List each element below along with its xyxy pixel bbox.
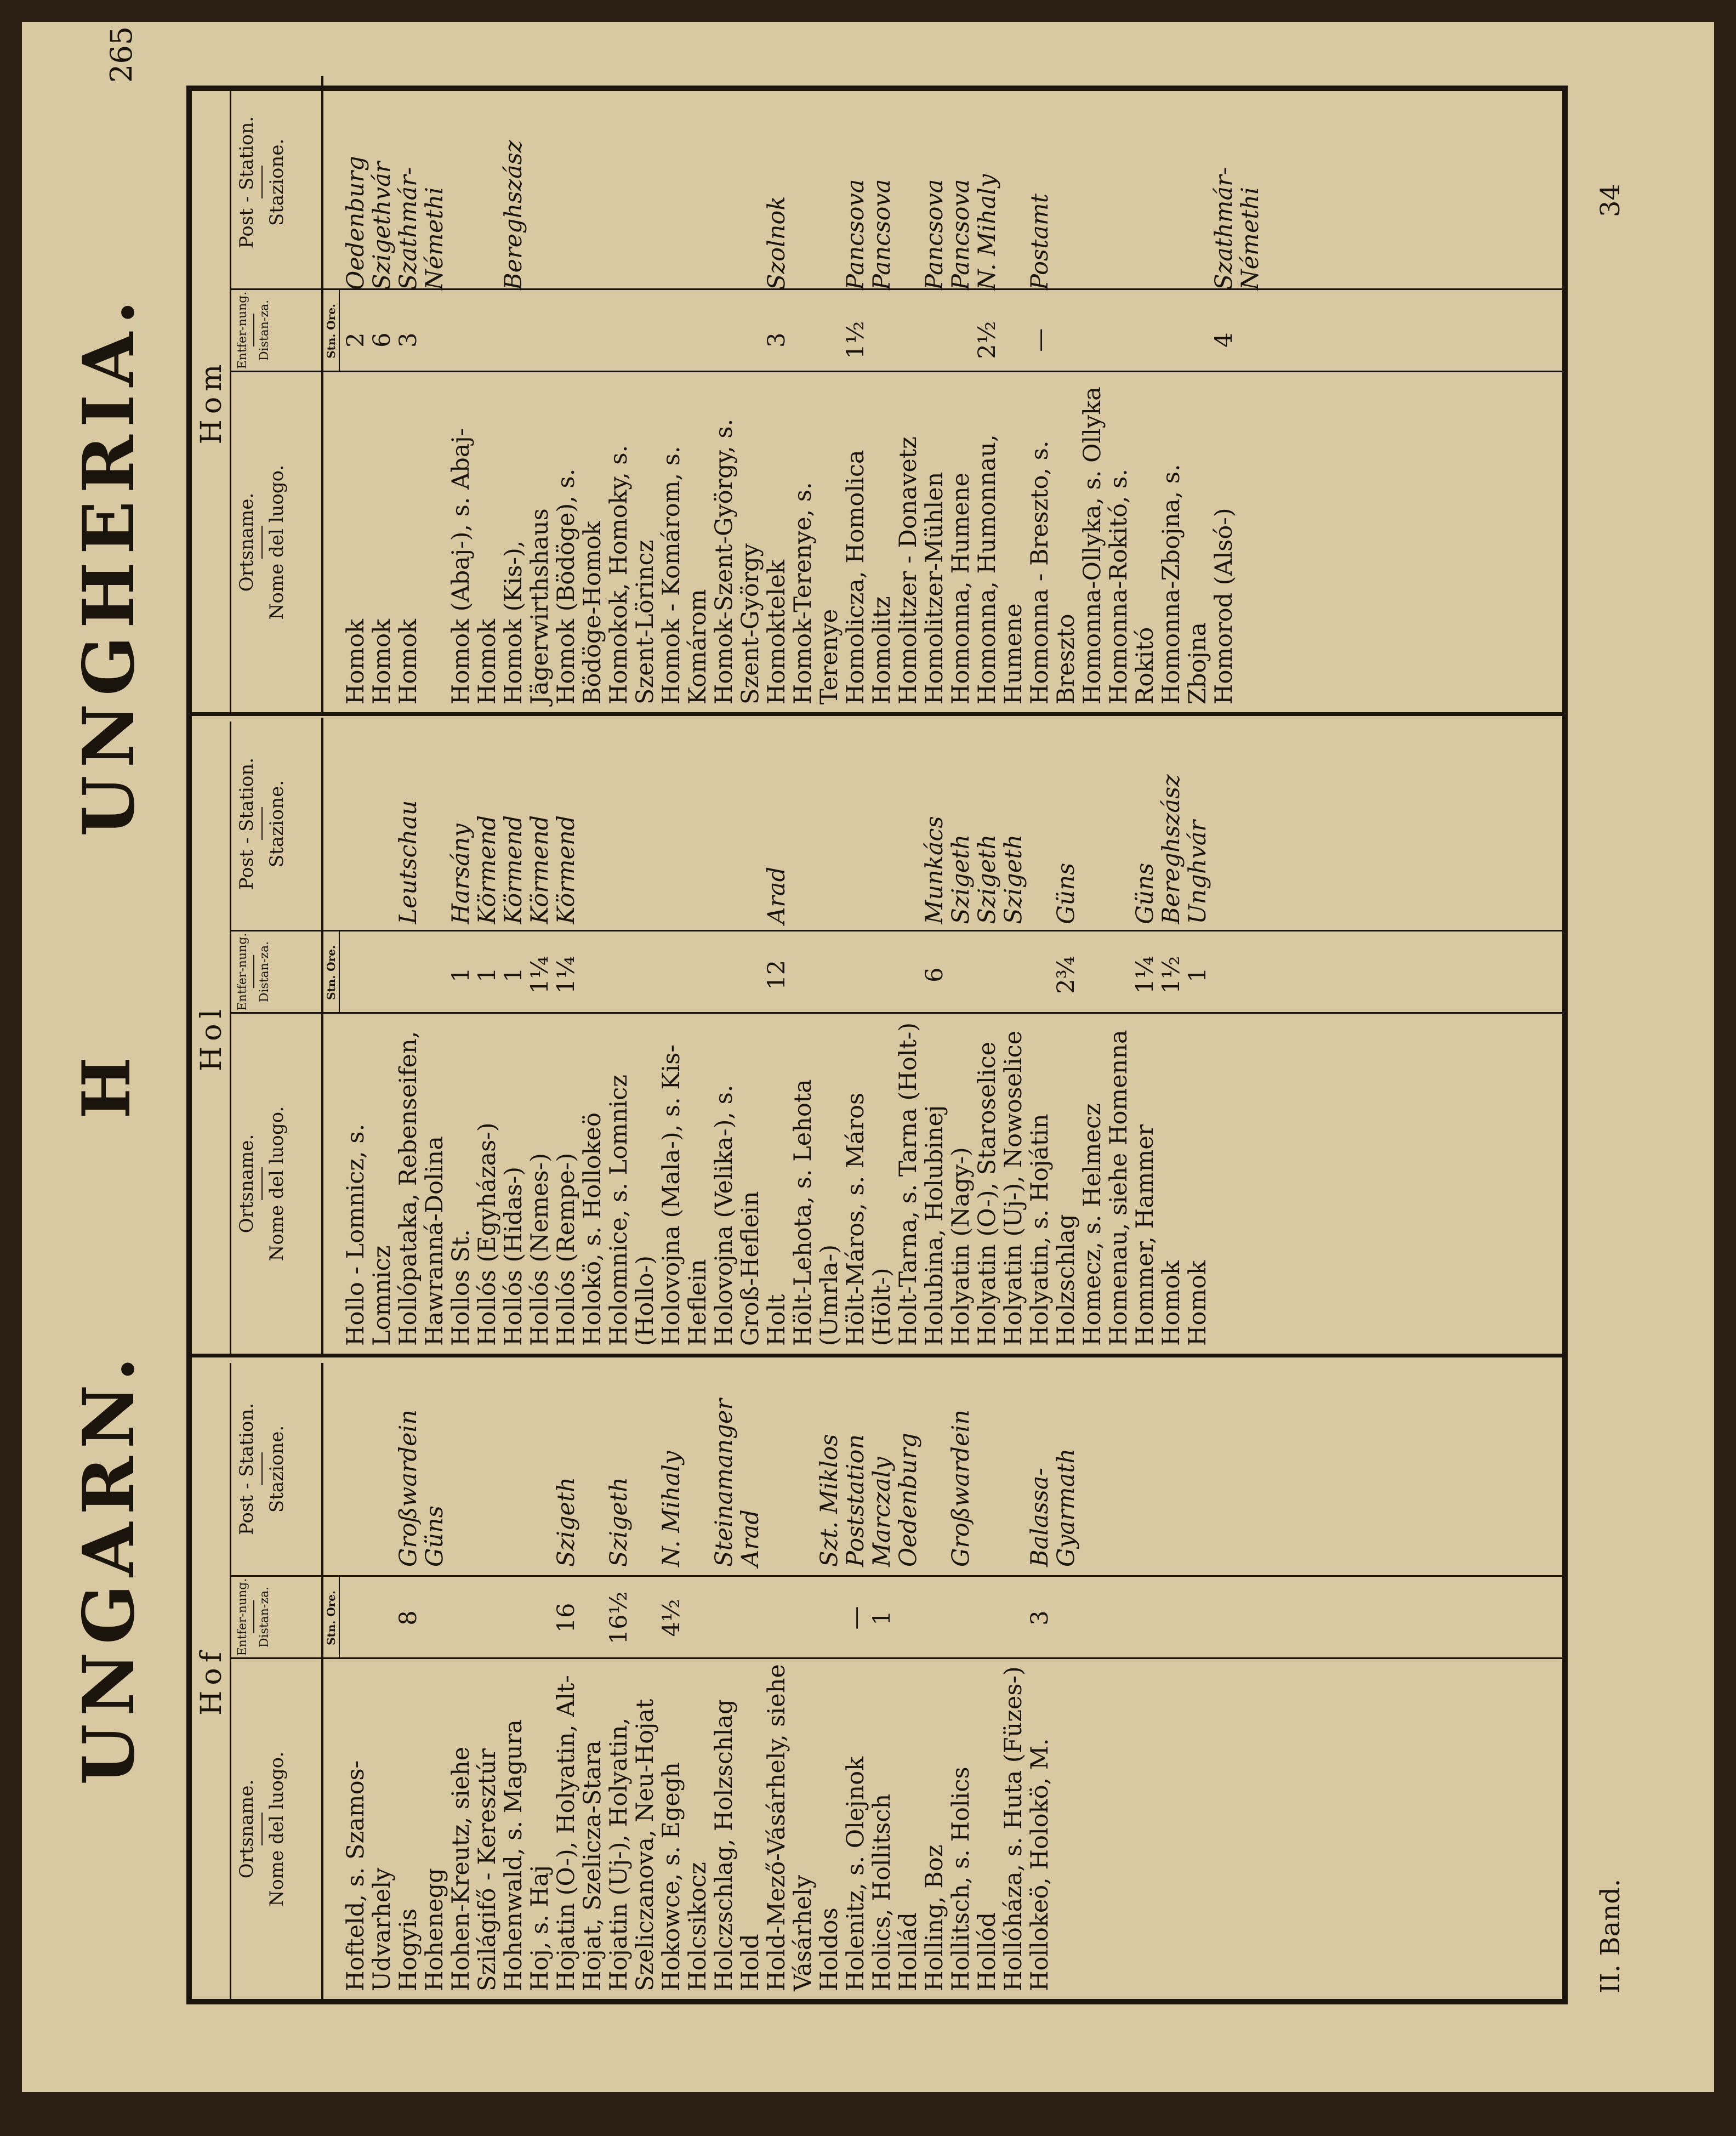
place-name: Hollád [895, 1912, 922, 1991]
entry-row [711, 91, 764, 712]
place-name: Homokok, Homoky, s. Szent-Lörincz [605, 445, 659, 705]
place-name: Homonna-Rokitó, s. Rokitó [1105, 469, 1159, 705]
entry-list [343, 1363, 1562, 1999]
header-dist-de: Entfer-nung. [236, 1578, 249, 1656]
entry-row [606, 722, 658, 1354]
distance: 3 [1026, 1610, 1054, 1626]
place-name: Hollitsch, s. Holics [947, 1766, 975, 1991]
place-name: Holczschlag, Holzschlag [710, 1699, 738, 1991]
header-dist-it: Distan-za. [258, 941, 272, 1003]
post-station: Leutschau [395, 800, 422, 924]
place-name: Holt-Tarna, s. Tarna (Holt-) [895, 1022, 922, 1346]
post-station: Großwardein [395, 1410, 422, 1567]
place-name: Hollós (Rempe-) [553, 1152, 580, 1346]
post-station: Bereghszász [1158, 774, 1185, 924]
place-name: Homok - Komárom, s. Komárom [658, 446, 712, 705]
header-post-de: Post - Station. [236, 757, 258, 890]
place-name: Holyatin, s. Hojátin [1026, 1114, 1054, 1346]
place-name: Hokowce, s. Egegh [658, 1762, 685, 1991]
distance: 2 [342, 332, 369, 348]
entry-row [1027, 1363, 1079, 1999]
distance: 1¼ [526, 956, 554, 994]
place-name: Homok [342, 618, 369, 705]
entry-row [448, 1363, 500, 1999]
header-post-it: Stazione. [265, 780, 288, 868]
entry-row [1053, 722, 1079, 1354]
entry-row [658, 1363, 685, 1999]
post-station: Szigeth [974, 834, 1001, 924]
distance: 1 [474, 967, 501, 982]
entry-row [658, 722, 711, 1354]
entry-row [422, 1363, 448, 1999]
entry-row [606, 91, 658, 712]
place-name: Holokö, s. Hollokeö [579, 1112, 606, 1346]
place-name: Hohen-Kreutz, siehe Szilágifő - Keresztúr [447, 1746, 501, 1991]
group-title: Hom [192, 91, 231, 712]
entry-row [790, 91, 843, 712]
entry-row [948, 722, 974, 1354]
post-station: Güns [1131, 862, 1159, 924]
entry-row [974, 1363, 1000, 1999]
distance: 6 [921, 967, 948, 982]
header-left: UNGARN. [68, 1349, 150, 1785]
header-name-column [231, 372, 323, 712]
place-name: Holdos [816, 1907, 843, 1991]
footer-signature: 34 [1595, 183, 1626, 217]
entry-row [764, 722, 790, 1354]
entry-row [500, 1363, 527, 1999]
entry-row [895, 722, 921, 1354]
book-page [22, 22, 1714, 2092]
post-station: Arad [763, 866, 790, 924]
header-separator [261, 526, 263, 559]
distance: — [1026, 328, 1054, 352]
distance: 1 [868, 1610, 896, 1626]
header-name-it: Nome del luogo. [265, 464, 288, 620]
entry-row [921, 91, 948, 712]
place-name: Homolitz [868, 596, 896, 705]
place-name: Hollóháza, s. Huta (Füzes-) [1000, 1666, 1027, 1991]
header-dist-it: Distan-za. [258, 299, 272, 361]
place-name: Homok [1158, 1260, 1185, 1346]
place-name: Homolitzer - Donavetz [895, 436, 922, 705]
entry-row [553, 91, 606, 712]
entry-row [764, 91, 790, 712]
header-post-it: Stazione. [265, 1425, 288, 1513]
place-name: Hohenwald, s. Magura [500, 1719, 527, 1991]
group-title: Hol [192, 722, 231, 1354]
place-name: Homenau, siehe Homenna [1105, 1030, 1132, 1346]
header-post-it: Stazione. [265, 138, 288, 226]
entry-row [553, 722, 579, 1354]
place-name: Homok-Terenye, s. Terenye [789, 482, 843, 705]
header-name-de: Ortsname. [236, 1779, 258, 1879]
post-station: Szathmár-Némethi [1210, 167, 1264, 291]
header-distance-column [231, 290, 323, 372]
place-name: Holovojna (Velika-), s. Groß-Heflein [710, 1084, 764, 1346]
entry-row [921, 722, 948, 1354]
place-name: Holling, Boz [921, 1844, 948, 1991]
post-station: Großwardein [947, 1410, 975, 1567]
header-post-de: Post - Station. [236, 116, 258, 249]
distance-unit: Stn. Ore. [323, 290, 340, 372]
place-name: Homolicza, Homolica [842, 450, 869, 705]
place-name: Holovojna (Mala-), s. Kis-Heflein [658, 1044, 712, 1346]
header-separator [261, 1813, 263, 1845]
group-title: Hof [192, 1363, 231, 1999]
header-separator [261, 808, 263, 840]
post-station: Steinamanger [710, 1399, 738, 1567]
place-name: Holyatin (Uj-), Nowoselice [1000, 1030, 1027, 1346]
post-station: Bereghszász [500, 140, 527, 291]
post-station: Szigeth [947, 834, 975, 924]
entry-row [343, 722, 395, 1354]
place-name: Hollós (Egyházas-) [474, 1122, 501, 1346]
place-name: Hollós (Nemes-) [526, 1153, 554, 1346]
place-name: Hölt-Máros, s. Máros (Hölt-) [842, 1092, 896, 1346]
entry-row [764, 1363, 816, 1999]
entry-row [869, 1363, 895, 1999]
header-name-de: Ortsname. [236, 1134, 258, 1234]
header-name-it: Nome del luogo. [265, 1106, 288, 1262]
entry-row [1106, 91, 1158, 712]
distance: — [842, 1606, 869, 1630]
entry-row [527, 1363, 553, 1999]
post-station: Szigeth [1000, 834, 1027, 924]
entry-row [869, 91, 895, 712]
entry-row [448, 91, 500, 712]
distance-unit: Stn. Ore. [323, 1577, 340, 1659]
distance: 8 [395, 1610, 422, 1626]
distance: 4 [1210, 332, 1238, 348]
distance: 16½ [605, 1591, 633, 1645]
post-station: Oedenburg [895, 1433, 922, 1567]
entry-row [1079, 722, 1106, 1354]
entry-row [474, 722, 500, 1354]
header-name-it: Nome del luogo. [265, 1751, 288, 1907]
post-station: Szt. Miklos [816, 1434, 843, 1567]
entry-row [948, 1363, 974, 1999]
place-name: Homok (Kis-), Jägerwirthshaus [500, 508, 554, 705]
header-dist-de: Entfer-nung. [236, 933, 249, 1011]
distance: 3 [395, 332, 422, 348]
place-name: Homonna - Breszto, s. Breszto [1026, 440, 1080, 705]
entry-row [895, 91, 921, 712]
place-name: Homok (Abaj-), s. Abaj-Homok [447, 428, 501, 705]
post-station: Arad [737, 1509, 764, 1567]
distance: 1½ [842, 321, 869, 359]
header-name-column [231, 1659, 323, 1999]
place-name: Holomnice, s. Lomnicz (Hollo-) [605, 1075, 659, 1346]
entry-row [1000, 722, 1027, 1354]
header-post-column [231, 1363, 323, 1577]
distance: 1½ [1158, 956, 1185, 994]
header-separator [253, 1601, 254, 1634]
place-name: Homonna-Zbojna, s. Zbojna [1158, 464, 1211, 705]
place-name: Homonna, Humene [947, 473, 975, 705]
entry-row [843, 1363, 869, 1999]
entry-row [843, 91, 869, 712]
post-station: Szigeth [605, 1477, 633, 1567]
entry-row [658, 91, 711, 712]
entry-row [948, 91, 974, 712]
header-post-column [231, 718, 323, 931]
entry-row [1079, 91, 1106, 712]
header-distance-column [231, 931, 323, 1014]
post-station: Szigeth [553, 1477, 580, 1567]
post-station: Körmend [500, 815, 527, 924]
header-dist-de: Entfer-nung. [236, 291, 249, 370]
post-station: Szigethvár [368, 161, 396, 291]
post-station: Güns [1052, 862, 1080, 924]
place-name: Homok-Szent-György, s. Szent-György [710, 418, 764, 705]
entry-row [685, 1363, 711, 1999]
entry-row [343, 91, 369, 712]
entry-row [606, 1363, 658, 1999]
place-name: Hommer, Hammer [1131, 1124, 1159, 1346]
header-dist-it: Distan-za. [258, 1586, 272, 1648]
place-name: Hollos St. [447, 1229, 475, 1346]
place-name: Homorod (Alsó-) [1210, 508, 1238, 705]
header-separator [253, 314, 254, 347]
entry-list [343, 722, 1562, 1354]
entry-row [395, 722, 448, 1354]
post-station: Oedenburg [342, 156, 369, 291]
header-name-de: Ortsname. [236, 492, 258, 592]
entry-row [974, 722, 1000, 1354]
entry-row [500, 722, 527, 1354]
gazetteer-table [186, 86, 1568, 2004]
place-name: Hold [737, 1934, 764, 1991]
place-name: Holics, Hollitsch [868, 1793, 896, 1991]
place-name: Hollós (Hidas-) [500, 1166, 527, 1346]
header-separator [261, 1167, 263, 1200]
place-name: Homok [395, 618, 422, 705]
distance: 1 [500, 967, 527, 982]
entry-row [737, 1363, 764, 1999]
place-name: Hollód [974, 1912, 1001, 1991]
entry-list [343, 91, 1562, 712]
place-name: Hoj, s. Haj [526, 1865, 554, 1991]
place-name: Hollópataka, Rebenseifen, Hawranná-Dolina [395, 1031, 448, 1346]
entry-row [1000, 1363, 1027, 1999]
post-station: Güns [421, 1506, 448, 1567]
entry-row [448, 722, 474, 1354]
place-name: Hölt-Lehota, s. Lehota (Umrla-) [789, 1079, 843, 1346]
header-distance-column [231, 1577, 323, 1659]
place-name: Holenitz, s. Olejnok [842, 1756, 869, 1991]
entry-row [974, 91, 1027, 712]
distance: 16 [553, 1603, 580, 1633]
footer-volume: II. Band. [1595, 1878, 1626, 1993]
entry-row [1106, 722, 1132, 1354]
post-station: Pancsova [921, 179, 948, 291]
distance: 2½ [974, 321, 1001, 359]
distance: 12 [763, 959, 790, 990]
entry-row [343, 1363, 395, 1999]
entry-row [1027, 722, 1053, 1354]
post-station: Pancsova [868, 179, 896, 291]
entry-row [395, 1363, 422, 1999]
column-group-hof [192, 1363, 1562, 1999]
place-name: Holubina, Holubinej [921, 1105, 948, 1346]
distance: 6 [368, 332, 396, 348]
entry-row [843, 722, 895, 1354]
entry-row [816, 1363, 843, 1999]
place-name: Hofteld, s. Szamos-Udvarhely [342, 1760, 396, 1991]
entry-row [895, 1363, 921, 1999]
place-name: Hogyis [395, 1908, 422, 1991]
distance: 1 [447, 967, 475, 982]
page-number: 265 [104, 26, 139, 83]
distance-unit: Stn. Ore. [323, 931, 340, 1014]
rotated-page-content [22, 22, 1736, 2136]
entry-row [553, 1363, 606, 1999]
entry-row [711, 722, 764, 1354]
place-name: Homok (Bödöge), s. Bödöge-Homok [553, 468, 606, 705]
entry-row [395, 91, 448, 712]
distance: 1¼ [553, 956, 580, 994]
entry-row [1158, 91, 1211, 712]
header-separator [261, 166, 263, 199]
place-name: Homoktelek [763, 559, 790, 705]
place-name: Holt [763, 1294, 790, 1346]
post-station: Körmend [474, 815, 501, 924]
post-station: Marczaly [868, 1457, 896, 1567]
place-name: Holyatin (O-), Staroselice [974, 1041, 1001, 1346]
entry-row [579, 722, 606, 1354]
entry-row [500, 91, 553, 712]
place-name: Holzschlag [1052, 1214, 1080, 1346]
post-station: Munkács [921, 816, 948, 924]
place-name: Hollokeö, Holokö, M. [1026, 1738, 1054, 1991]
place-name: Homok [368, 618, 396, 705]
place-name: Homolitzer-Mühlen [921, 471, 948, 705]
entry-row [921, 1363, 948, 1999]
post-station: N. Mihaly [974, 174, 1001, 291]
place-name: Homecz, s. Helmecz [1079, 1103, 1106, 1346]
post-station: Postamt [1026, 193, 1054, 291]
distance: 3 [763, 332, 790, 348]
post-station: Harsány [447, 823, 475, 924]
post-station: Pancsova [947, 179, 975, 291]
column-group-hol [192, 722, 1562, 1357]
column-group-hom [192, 91, 1562, 716]
entry-row [1185, 722, 1211, 1354]
header-separator [253, 956, 254, 989]
entry-row [1211, 91, 1263, 712]
post-station: N. Mihaly [658, 1451, 685, 1567]
post-station: Körmend [553, 815, 580, 924]
header-right: UNGHERIA. [68, 292, 150, 837]
header-post-de: Post - Station. [236, 1402, 258, 1536]
place-name: Homok [1184, 1260, 1211, 1346]
entry-row [369, 91, 395, 712]
distance: 4½ [658, 1599, 685, 1637]
entry-row [790, 722, 843, 1354]
post-station: Pancsova [842, 179, 869, 291]
post-station: Szathmár-Némethi [395, 167, 448, 291]
header-separator [261, 1453, 263, 1486]
post-station: Körmend [526, 815, 554, 924]
place-name: Holcsikocz [684, 1862, 712, 1991]
place-name: Hollo - Lomnicz, s. Lomnicz [342, 1123, 396, 1346]
place-name: Hold-Mező-Vásárhely, siehe Vásárhely [763, 1664, 817, 1991]
post-station: Balassa-Gyarmath [1026, 1448, 1080, 1567]
entry-row [527, 722, 553, 1354]
place-name: Hojatin (O-), Holyatin, Alt-Hojat, Szelicza-Stara [553, 1675, 606, 1991]
entry-row [711, 1363, 737, 1999]
post-station: Poststation [842, 1434, 869, 1567]
header-name-column [231, 1014, 323, 1354]
header-post-column [231, 76, 323, 290]
entry-row [1132, 722, 1158, 1354]
distance: 1¼ [1131, 956, 1159, 994]
place-name: Hohenegg [421, 1868, 448, 1991]
place-name: Homonna, Humonnau, Humene [974, 434, 1027, 705]
entry-row [1027, 91, 1079, 712]
header-letter: H [68, 1049, 145, 1119]
place-name: Homonna-Ollyka, s. Ollyka [1079, 387, 1106, 705]
post-station: Unghvár [1184, 820, 1211, 924]
distance: 2¾ [1052, 956, 1080, 994]
entry-row [1158, 722, 1185, 1354]
post-station: Szolnok [763, 196, 790, 291]
place-name: Holyatin (Nagy-) [947, 1147, 975, 1346]
distance: 1 [1184, 967, 1211, 982]
place-name: Hojatin (Uj-), Holyatin, Szeliczanova, Neu-Hojat [605, 1698, 659, 1991]
